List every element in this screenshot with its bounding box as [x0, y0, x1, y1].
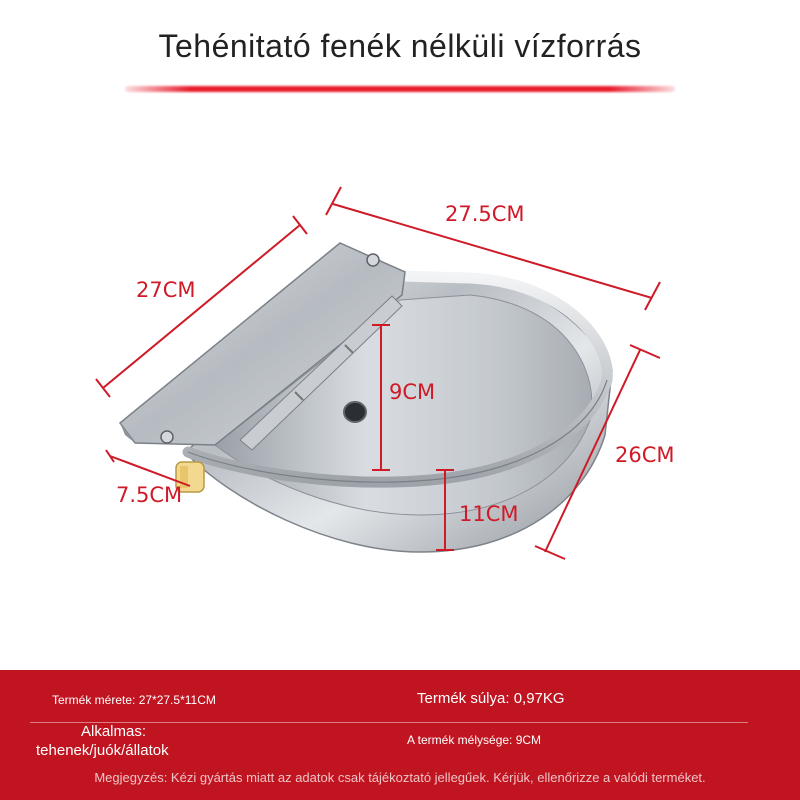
page-title: Tehénitató fenék nélküli vízforrás [158, 28, 642, 64]
suitable-value: tehenek/juók/állatok [36, 742, 169, 759]
bolt-right [367, 254, 379, 266]
dim-label-inner-height: 9CM [389, 380, 436, 404]
product-size-text: Termék mérete: 27*27.5*11CM [52, 693, 216, 707]
dim-label-valve: 7.5CM [116, 483, 183, 507]
dim-label-top-width: 27.5CM [445, 202, 525, 226]
title-underline [125, 86, 675, 92]
disclaimer-note: Megjegyzés: Kézi gyártás miatt az adatok csak tájékoztató jellegűek. Kérjük, ellenőrizze a valódi terméket. [94, 770, 706, 785]
product-weight-text: Termék súlya: 0,97KG [417, 690, 565, 707]
product-image [0, 100, 800, 670]
info-bar [0, 670, 800, 800]
dim-label-outer-height: 11CM [459, 502, 519, 526]
dim-label-right-depth: 26CM [615, 443, 675, 467]
suitable-label: Alkalmas: [81, 723, 147, 740]
drain-hole [344, 402, 366, 422]
bolt-left [161, 431, 173, 443]
dim-label-left-length: 27CM [136, 278, 196, 302]
product-depth-text: A termék mélysége: 9CM [407, 733, 542, 747]
